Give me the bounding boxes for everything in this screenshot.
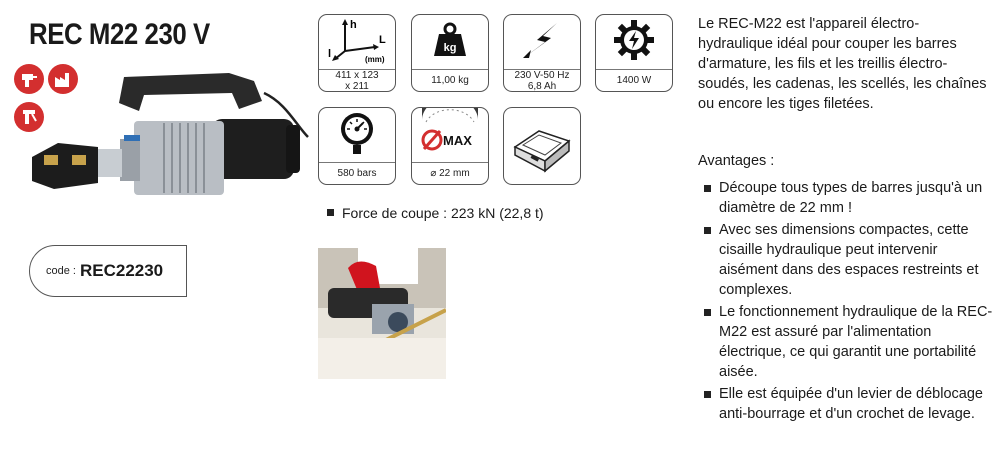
drill-icon [14,64,44,94]
lightning-icon [504,15,580,65]
hand-tool-icon [14,102,44,132]
advantages-list [704,178,994,426]
code-label: code : [46,265,76,277]
max-badge: MAX [443,133,472,148]
weight-icon [412,15,488,65]
electrical-line2: 6,8 Ah [527,80,557,92]
dimensions-icon [319,15,395,65]
carry-case-icon [504,108,580,185]
spec-tile-weight [411,14,489,92]
product-description: Le REC-M22 est l'appareil électro-hydraulique idéal pour couper les barres d'armature, les fils et les treillis électro-soudés, les cadenas, les scellés, les chaînes ou encore les tiges filetées. [698,16,987,112]
product-title: REC M22 230 V [29,18,210,51]
spec-tile-electrical [503,14,581,92]
list-item: Découpe tous types de barres jusqu'à un diamètre de 22 mm ! [704,178,994,218]
list-item: Avec ses dimensions compactes, cette cisaille hydraulique peut intervenir aisément dans des espaces restreints et complexes. [704,220,994,300]
electrical-line1: 230 V-50 Hz [514,69,570,81]
factory-icon [48,64,78,94]
spec-tile-power [595,14,673,92]
pressure-gauge-icon [319,108,395,158]
diameter-value: ⌀ 22 mm [430,168,470,179]
list-item: Le fonctionnement hydraulique de la REC-M22 est assuré par l'alimentation électrique, ce qui garantit une portabilité aisée. [704,302,994,382]
cutting-force-text: Force de coupe : 223 kN (22,8 t) [342,205,544,221]
spec-tile-diameter [411,107,489,185]
cutting-force [327,205,544,221]
product-code-box [29,245,187,297]
dim-l-label: l [328,48,332,60]
spec-tile-pressure [318,107,396,185]
dim-L-label: L [379,34,386,46]
spec-tile-dimensions [318,14,396,92]
application-icons [14,64,84,136]
code-value: REC22230 [79,261,164,280]
power-value: 1400 W [616,75,652,86]
dim-h-label: h [350,19,357,31]
dimensions-line1: 411 x 123 [335,69,379,81]
dim-unit-label: (mm) [365,55,385,64]
usage-photo [318,248,446,379]
spec-tile-case [503,107,581,185]
power-gear-icon [596,15,672,65]
weight-value: 11,00 kg [431,75,469,86]
max-diameter-icon [412,108,488,158]
dimensions-line2: x 211 [345,80,369,92]
list-item: Elle est équipée d'un levier de déblocage anti-bourrage et d'un crochet de levage. [704,384,994,424]
weight-badge: kg [443,42,457,54]
bullet-icon [327,209,334,216]
advantages-title: Avantages : [698,153,775,169]
pressure-value: 580 bars [337,168,377,179]
